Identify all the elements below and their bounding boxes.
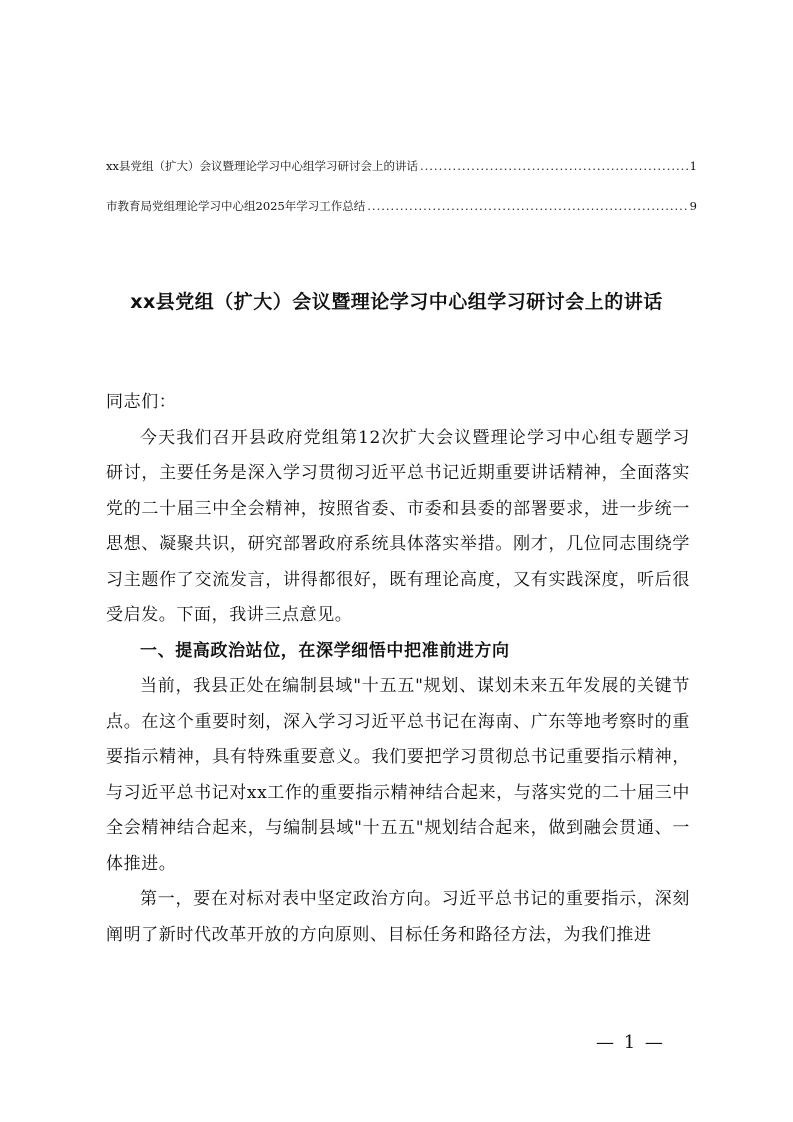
table-of-contents <box>106 158 697 214</box>
toc-entry-title[interactable]: xx县党组（扩大）会议暨理论学习中心组学习研讨会上的讲话 <box>106 159 418 173</box>
toc-entry[interactable] <box>106 158 697 174</box>
toc-entry-page: 1 <box>689 159 697 173</box>
body-paragraph: 当前，我县正处在编制县域"十五五"规划、谋划未来五年发展的关键节点。在这个重要时刻，深入学习习近平总书记在海南、广东等地考察时的重要指示精神，具有特殊重要意义。我们要把学习贯彻总书记重要指示精神，与习近平总书记对xx工作的重要指示精神结合起来，与落实党的二十届三中全会精神结合起来，与编制县域"十五五"规划结合起来，做到融会贯通、一体推进。 <box>106 676 690 874</box>
document-body <box>106 385 690 953</box>
section-heading: 一、提高政治站位，在深学细悟中把准前进方向 <box>140 640 510 661</box>
toc-leader-dots <box>367 198 687 214</box>
toc-leader-dots <box>420 158 688 174</box>
document-title: xx县党组（扩大）会议暨理论学习中心组学习研讨会上的讲话 <box>130 291 663 313</box>
salutation: 同志们： <box>106 392 177 412</box>
toc-entry[interactable] <box>106 198 697 214</box>
page-number: — 1 — <box>596 1032 665 1053</box>
toc-entry-title[interactable]: 市教育局党组理论学习中心组2025年学习工作总结 <box>106 199 366 213</box>
toc-entry-page: 9 <box>689 199 697 213</box>
body-paragraph: 第一，要在对标对表中坚定政治方向。习近平总书记的重要指示，深刻阐明了新时代改革开放的方向原则、目标任务和路径方法，为我们推进 <box>106 889 690 945</box>
body-paragraph: 今天我们召开县政府党组第12次扩大会议暨理论学习中心组专题学习研讨，主要任务是深入学习贯彻习近平总书记近期重要讲话精神，全面落实党的二十届三中全会精神，按照省委、市委和县委的部署要求，进一步统一思想、凝聚共识，研究部署政府系统具体落实举措。刚才，几位同志围绕学习主题作了交流发言，讲得都很好，既有理论高度，又有实践深度，听后很受启发。下面，我讲三点意见。 <box>106 427 690 625</box>
